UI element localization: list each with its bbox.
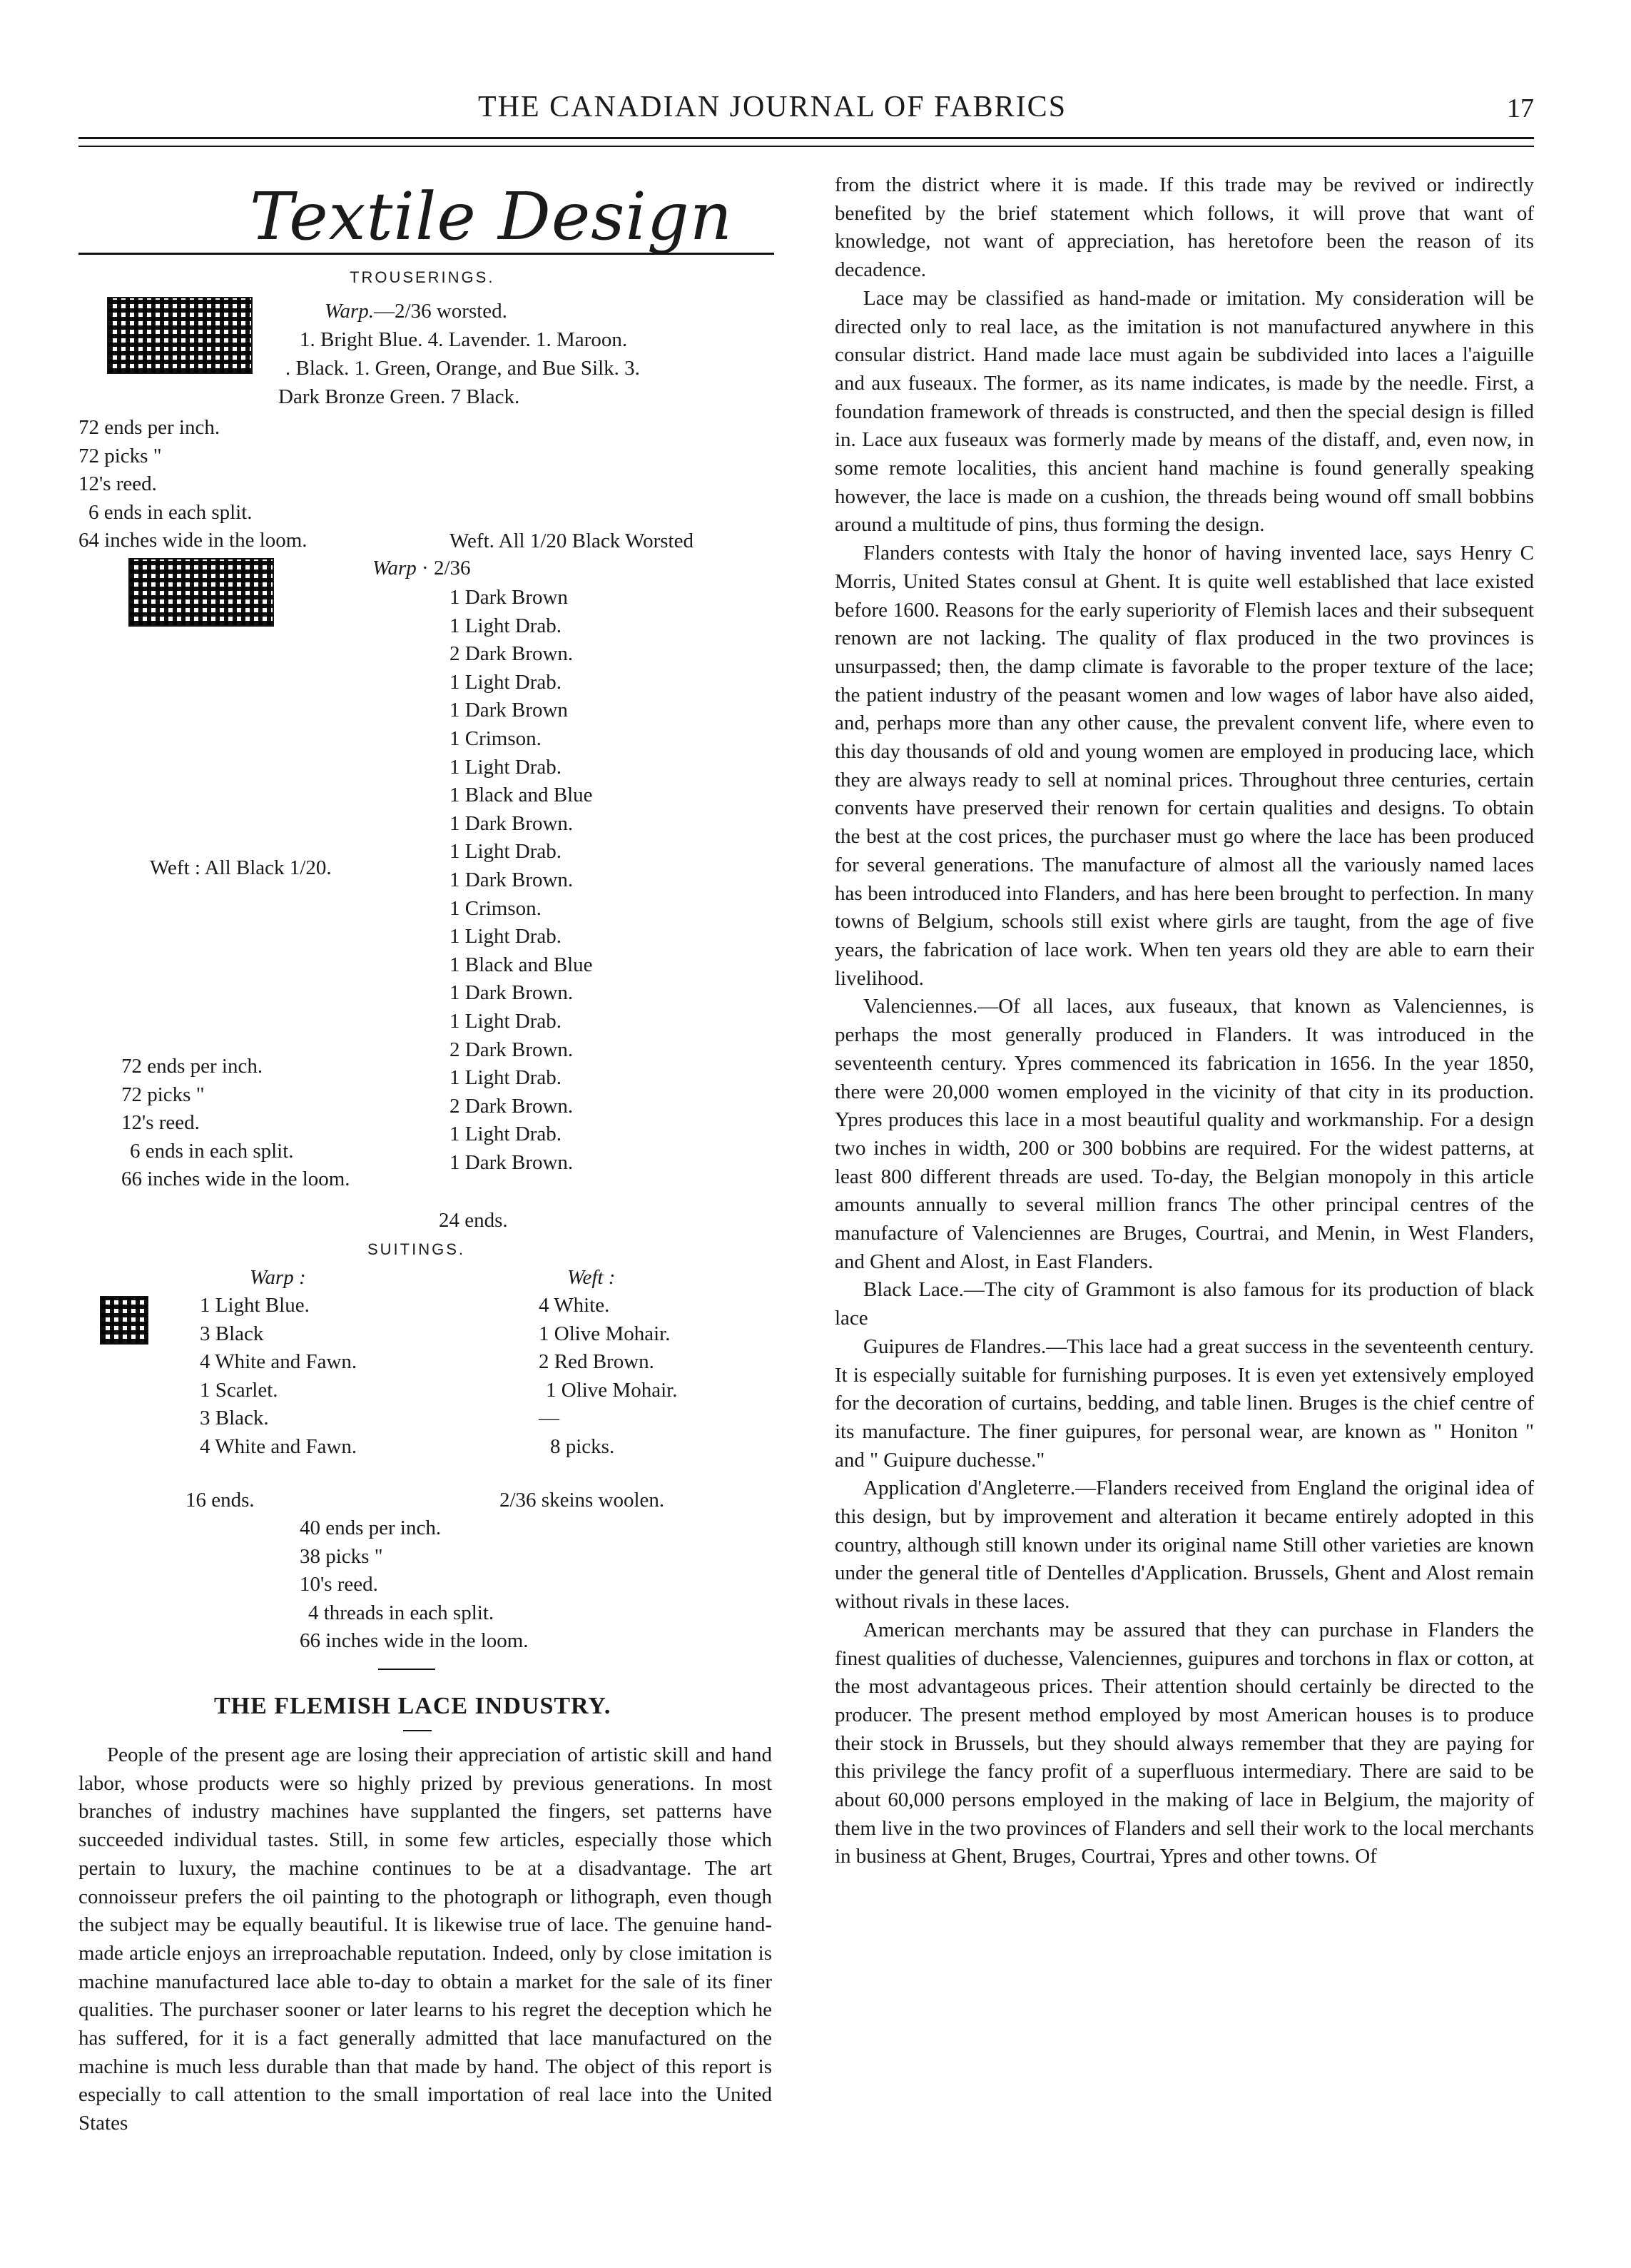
section-divider: [378, 1669, 435, 1670]
spec-line: 66 inches wide in the loom.: [300, 1629, 529, 1653]
pattern1-weft: Weft. All 1/20 Black Worsted: [449, 530, 693, 552]
warp-item: 1 Dark Brown.: [449, 981, 574, 1005]
weft-item: 2 Red Brown.: [539, 1350, 654, 1374]
page-header: [78, 90, 1534, 133]
pattern1-warp-label: Warp.: [325, 300, 375, 323]
spec-line: 72 ends per inch.: [78, 416, 220, 439]
article-paragraph: Guipures de Flandres.—This lace had a great success in the seventeenth century. It is especially suitable for furnishing purposes. It is even yet extensively employed for the decoration of curtains, bedding, and table linen. Bruges is the chief centre of its manufacture. The finer guipures, for personal wear, are known as " Honiton " and " Guipure duchesse.": [835, 1335, 1534, 1472]
spec-line: 66 inches wide in the loom.: [121, 1168, 350, 1191]
pattern1-warp: [325, 297, 507, 325]
warp-item: 1 Crimson.: [449, 896, 542, 920]
warp-item: 1 Scarlet.: [200, 1378, 278, 1402]
header-rule-secondary: [78, 146, 1534, 147]
weft-item: —: [539, 1407, 559, 1430]
warp-item: 1 Black and Blue: [449, 953, 593, 976]
spec-line: 10's reed.: [300, 1573, 378, 1596]
spec-line: 64 inches wide in the loom.: [78, 529, 308, 552]
article-title: THE FLEMISH LACE INDUSTRY.: [214, 1693, 611, 1719]
right-column: [835, 171, 1534, 2241]
pattern2-warp-label: Warp: [372, 557, 417, 579]
spec-line: 12's reed.: [78, 472, 157, 496]
masthead-rule: [78, 253, 774, 255]
title-underline: [403, 1730, 432, 1731]
suitings-warp-total: 16 ends.: [186, 1489, 255, 1512]
warp-item: 1 Light Drab.: [449, 614, 562, 637]
warp-item: 1 Dark Brown: [449, 586, 568, 609]
pattern1-colors-line: Dark Bronze Green. 7 Black.: [278, 385, 520, 408]
suitings-heading: SUITINGS.: [367, 1240, 466, 1258]
trouserings-heading: TROUSERINGS.: [350, 268, 495, 286]
warp-item: 4 White and Fawn.: [200, 1434, 357, 1458]
article-paragraph: Lace may be classified as hand-made or imitation. My consideration will be directed only to real lace, as the imitation is not manufactured anywhere in this consular district. Hand made lace must again be subdivided into laces a l'aiguille and aux fuseaux. The former, as its name indicates, is made by the needle. First, a foundation framework of threads is constructed, and then the special design is filled in. Lace aux fuseaux was formerly made by means of the distaff, and, even now, in some remote localities, this ancient hand machine is found generally speaking however, the lace is made on a cushion, the threads being wound off small bobbins around a multitude of pins, thus forming the design.: [835, 286, 1534, 537]
spec-line: 12's reed.: [121, 1111, 200, 1135]
warp-item: 2 Dark Brown.: [449, 642, 574, 666]
warp-item: 1 Dark Brown.: [449, 811, 574, 835]
pattern1-colors-line: 1. Bright Blue. 4. Lavender. 1. Maroon.: [300, 328, 628, 351]
warp-item: 1 Light Drab.: [449, 670, 562, 694]
suitings-weft-list: [539, 1292, 677, 1462]
pattern2-specs: [121, 1053, 350, 1194]
spec-line: 6 ends in each split.: [88, 500, 253, 524]
suitings-specs: [300, 1514, 529, 1656]
warp-item: 1 Light Drab.: [449, 1123, 562, 1146]
left-column: [78, 157, 785, 2227]
spec-line: 72 ends per inch.: [121, 1055, 263, 1078]
suitings-yarn: 2/36 skeins woolen.: [499, 1489, 665, 1512]
suitings-warp-list: [200, 1292, 357, 1462]
article-paragraph: People of the present age are losing their appreciation of artistic skill and hand labor, whose products were so highly prized by previous generations. In most branches of industry machines have supplanted the fingers, set patterns have succeeded individual tastes. Still, in some few articles, especially those which pertain to luxury, the machine continues to be at a disadvantage. The art connoisseur prefers the oil painting to the photograph or lithograph, even though the subject may be equally beautiful. It is likewise true of lace. The genuine hand-made article enjoys an irreproachable reputation. Indeed, only by close imitation is machine manufactured lace able to-day to obtain a market for the sale of its finer qualities. The purchaser sooner or later learns to his regret the deception which he has suffered, for it is a fact generally admitted that lace manufactured on the machine is much less durable than that made by hand. The object of this report is especially to call attention to the small importation of real lace into the United States: [78, 1743, 772, 2135]
pattern2-weft: Weft : All Black 1/20.: [150, 856, 332, 879]
weave-pattern-swatch-3: [100, 1296, 148, 1345]
pattern2-warp-list: [449, 584, 593, 1177]
spec-line: 72 picks ": [121, 1083, 205, 1106]
warp-item: 1 Light Drab.: [449, 1066, 562, 1090]
warp-item: 4 White and Fawn.: [200, 1350, 357, 1374]
weft-item: 1 Olive Mohair.: [546, 1378, 678, 1402]
page-number: 17: [1507, 93, 1534, 123]
pattern1-warp-text: —2/36 worsted.: [374, 300, 507, 323]
spec-line: 6 ends in each split.: [130, 1139, 294, 1163]
warp-item: 1 Light Drab.: [449, 840, 562, 864]
article-paragraph: Flanders contests with Italy the honor of having invented lace, says Henry C Morris, United States consul at Ghent. It is quite well established that lace existed before 1600. Reasons for the early superiority of Flemish laces and their subsequent renown are not lacking. The quality of flax produced in the two provinces is unsurpassed; then, the damp climate is favorable to the proper texture of the lace; the patient industry of the peasant women and low wages of labor have also aided, and, perhaps more than any other cause, the prevalent convent life, where even to this day thousands of old and young women are employed in producing lace, which they are always ready to sell at nominal prices. Throughout three centuries, certain convents have preserved their renown for certain qualities and designs. To obtain the best at the cost prices, the purchaser must go where the lace has been produced for several generations. The manufacture of almost all the variously named laces has been introduced into Flanders, and has here been brought to perfection. In many towns of Belgium, schools still exist where girls are taught, from the age of five years, the fabrication of lace work. When ten years old they are able to earn their livelihood.: [835, 542, 1534, 990]
pattern2-warp-count: · 2/36: [422, 557, 471, 579]
warp-item: 1 Crimson.: [449, 727, 542, 750]
warp-item: 1 Dark Brown: [449, 699, 568, 722]
warp-item: 2 Dark Brown.: [449, 1094, 574, 1118]
spec-line: 38 picks ": [300, 1544, 383, 1568]
pattern1-colors-line: . Black. 1. Green, Orange, and Bue Silk. 3.: [285, 357, 640, 380]
weft-item: 4 White.: [539, 1294, 610, 1317]
pattern2-total: 24 ends.: [439, 1209, 508, 1232]
warp-item: 1 Black and Blue: [449, 784, 593, 807]
spec-line: 4 threads in each split.: [308, 1601, 494, 1624]
pattern2-warp: [372, 554, 471, 582]
warp-item: 2 Dark Brown.: [449, 1038, 574, 1061]
suitings-warp-label: Warp :: [250, 1266, 306, 1289]
pattern1-specs: [78, 414, 308, 555]
weave-pattern-swatch-2: [128, 558, 274, 627]
warp-item: 3 Black.: [200, 1407, 269, 1430]
article-paragraph: Black Lace.—The city of Grammont is also famous for its production of black lace: [835, 1278, 1534, 1330]
suitings-weft-label: Weft :: [567, 1266, 616, 1289]
header-rule: [78, 137, 1534, 139]
section-masthead: Textile Design: [250, 178, 733, 255]
article-paragraph: from the district where it is made. If this trade may be revived or indirectly benefited by the brief statement which follows, it will prove that want of knowledge, not want of appreciation, has heretofore been the reason of its decadence.: [835, 173, 1534, 282]
spec-line: 40 ends per inch.: [300, 1517, 442, 1539]
warp-item: 1 Light Drab.: [449, 925, 562, 948]
warp-item: 3 Black: [200, 1322, 264, 1345]
warp-item: 1 Light Blue.: [200, 1294, 310, 1317]
article-body-left: [78, 1741, 772, 2138]
spec-line: 72 picks ": [78, 444, 162, 467]
warp-item: 1 Light Drab.: [449, 755, 562, 779]
weave-pattern-swatch-1: [107, 297, 253, 374]
warp-item: 1 Dark Brown.: [449, 868, 574, 891]
weft-item: 1 Olive Mohair.: [539, 1322, 671, 1345]
article-paragraph: Application d'Angleterre.—Flanders received from England the original idea of this design, but by improvement and alteration it became entirely adopted in this country, although still known under its original name Still other varieties are known under the general title of Dentelles d'Application. Brussels, Ghent and Alost remain without rivals in these laces.: [835, 1477, 1534, 1614]
warp-item: 1 Dark Brown.: [449, 1150, 574, 1174]
article-paragraph: American merchants may be assured that they can purchase in Flanders the finest qualities of duchesse, Valenciennes, guipures and torchons in flax or cotton, at the most advantageous prices. Their attention should certainly be directed to the producer. The present method employed by most American houses is to produce their stock in Brussels, but they should always remember that they are paying for this privilege the fancy profit of a superfluous intermediary. There are said to be about 60,000 persons employed in the making of lace in Belgium, the majority of them live in the two provinces of Flanders and sell their work to the local merchants in business at Ghent, Bruges, Courtrai, Ypres and other towns. Of: [835, 1618, 1534, 1868]
article-body-right: [835, 171, 1534, 1871]
weft-item: 8 picks.: [550, 1434, 615, 1458]
journal-title: THE CANADIAN JOURNAL OF FABRICS: [478, 91, 1067, 123]
article-paragraph: Valenciennes.—Of all laces, aux fuseaux, that known as Valenciennes, is perhaps the most generally produced in Flanders. It was introduced in the seventeenth century. Ypres commenced its fabrication in 1656. In the year 1850, there were 20,000 women employed in the vicinity of that city in its production. Ypres produces this lace in a most beautiful quality and workmanship. For a design two inches in width, 200 or 300 bobbins are required. For the widest patterns, at least 800 different threads are used. To-day, the Belgian monopoly in this article amounts annually to several million francs The other principal centres of the manufacture of Valenciennes are Bruges, Courtrai, and Menin, in West Flanders, and Ghent and Alost, in East Flanders.: [835, 995, 1534, 1273]
warp-item: 1 Light Drab.: [449, 1009, 562, 1033]
